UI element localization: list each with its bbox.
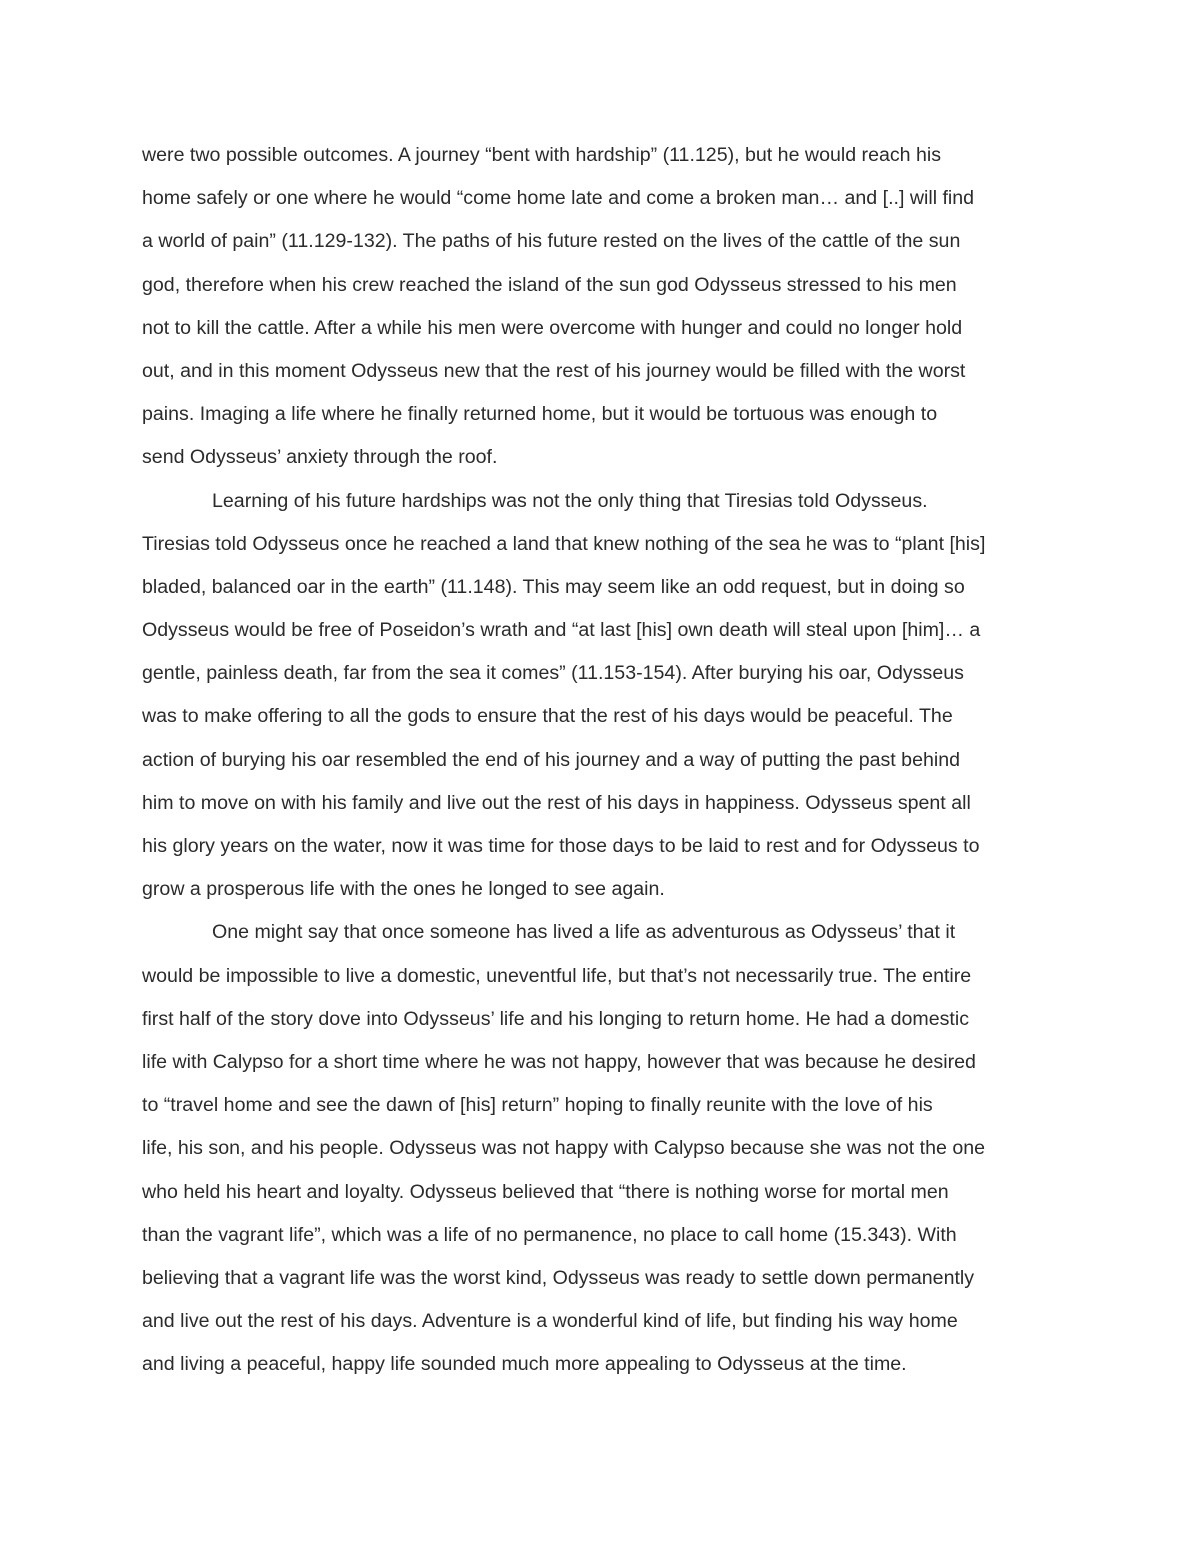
text-line: his glory years on the water, now it was time for those days to be laid to rest and for Odysseus to: [142, 835, 980, 857]
text-line: out, and in this moment Odysseus new that the rest of his journey would be filled with the worst: [142, 359, 966, 382]
text-line: would be impossible to live a domestic, uneventful life, but that’s not necessarily true. The entire: [142, 964, 972, 987]
text-line: Odysseus would be free of Poseidon’s wrath and “at last [his] own death will steal upon [him]… a: [142, 619, 981, 642]
paragraph-1: [142, 134, 1072, 480]
text-line: and live out the rest of his days. Adventure is a wonderful kind of life, but finding his way home: [142, 1310, 958, 1333]
text-line: a world of pain” (11.129-132). The paths of his future rested on the lives of the cattle of the sun: [142, 230, 961, 253]
text-line: was to make offering to all the gods to ensure that the rest of his days would be peaceful. The: [142, 705, 953, 728]
text-line: him to move on with his family and live out the rest of his days in happiness. Odysseus spent all: [142, 791, 971, 814]
body-text: [142, 134, 1072, 1386]
text-line: who held his heart and loyalty. Odysseus believed that “there is nothing worse for mortal men: [142, 1180, 949, 1203]
text-line: than the vagrant life”, which was a life of no permanence, no place to call home (15.343). With: [142, 1223, 957, 1246]
text-line-indented: Learning of his future hardships was not the only thing that Tiresias told Odysseus.: [212, 489, 928, 512]
text-line: send Odysseus’ anxiety through the roof.: [142, 446, 498, 469]
paragraph-3: [142, 911, 1072, 1386]
text-line: life, his son, and his people. Odysseus was not happy with Calypso because she was not the one: [142, 1137, 986, 1160]
text-line-indented: One might say that once someone has lived a life as adventurous as Odysseus’ that it: [212, 921, 956, 944]
paragraph-2: [142, 480, 1072, 912]
text-line: to “travel home and see the dawn of [his] return” hoping to finally reunite with the love of his: [142, 1094, 933, 1117]
text-line: action of burying his oar resembled the end of his journey and a way of putting the past behind: [142, 748, 961, 771]
text-line: were two possible outcomes. A journey “bent with hardship” (11.125), but he would reach his: [142, 144, 942, 166]
text-line: gentle, painless death, far from the sea it comes” (11.153-154). After burying his oar, Odysseus: [142, 662, 964, 685]
text-line: Tiresias told Odysseus once he reached a land that knew nothing of the sea he was to “plant [his]: [142, 532, 986, 555]
text-line: first half of the story dove into Odysseus’ life and his longing to return home. He had a domestic: [142, 1007, 970, 1030]
text-line: god, therefore when his crew reached the island of the sun god Odysseus stressed to his men: [142, 273, 957, 296]
text-line: pains. Imaging a life where he finally returned home, but it would be tortuous was enough to: [142, 403, 938, 426]
text-line: home safely or one where he would “come home late and come a broken man… and [..] will find: [142, 187, 975, 210]
text-line: life with Calypso for a short time where he was not happy, however that was because he desired: [142, 1050, 976, 1073]
text-line: bladed, balanced oar in the earth” (11.148). This may seem like an odd request, but in doing so: [142, 575, 965, 598]
text-line: grow a prosperous life with the ones he longed to see again.: [142, 878, 665, 901]
text-line: believing that a vagrant life was the worst kind, Odysseus was ready to settle down permanently: [142, 1266, 975, 1289]
text-line: and living a peaceful, happy life sounded much more appealing to Odysseus at the time.: [142, 1353, 907, 1376]
text-line: not to kill the cattle. After a while his men were overcome with hunger and could no longer hold: [142, 316, 963, 339]
